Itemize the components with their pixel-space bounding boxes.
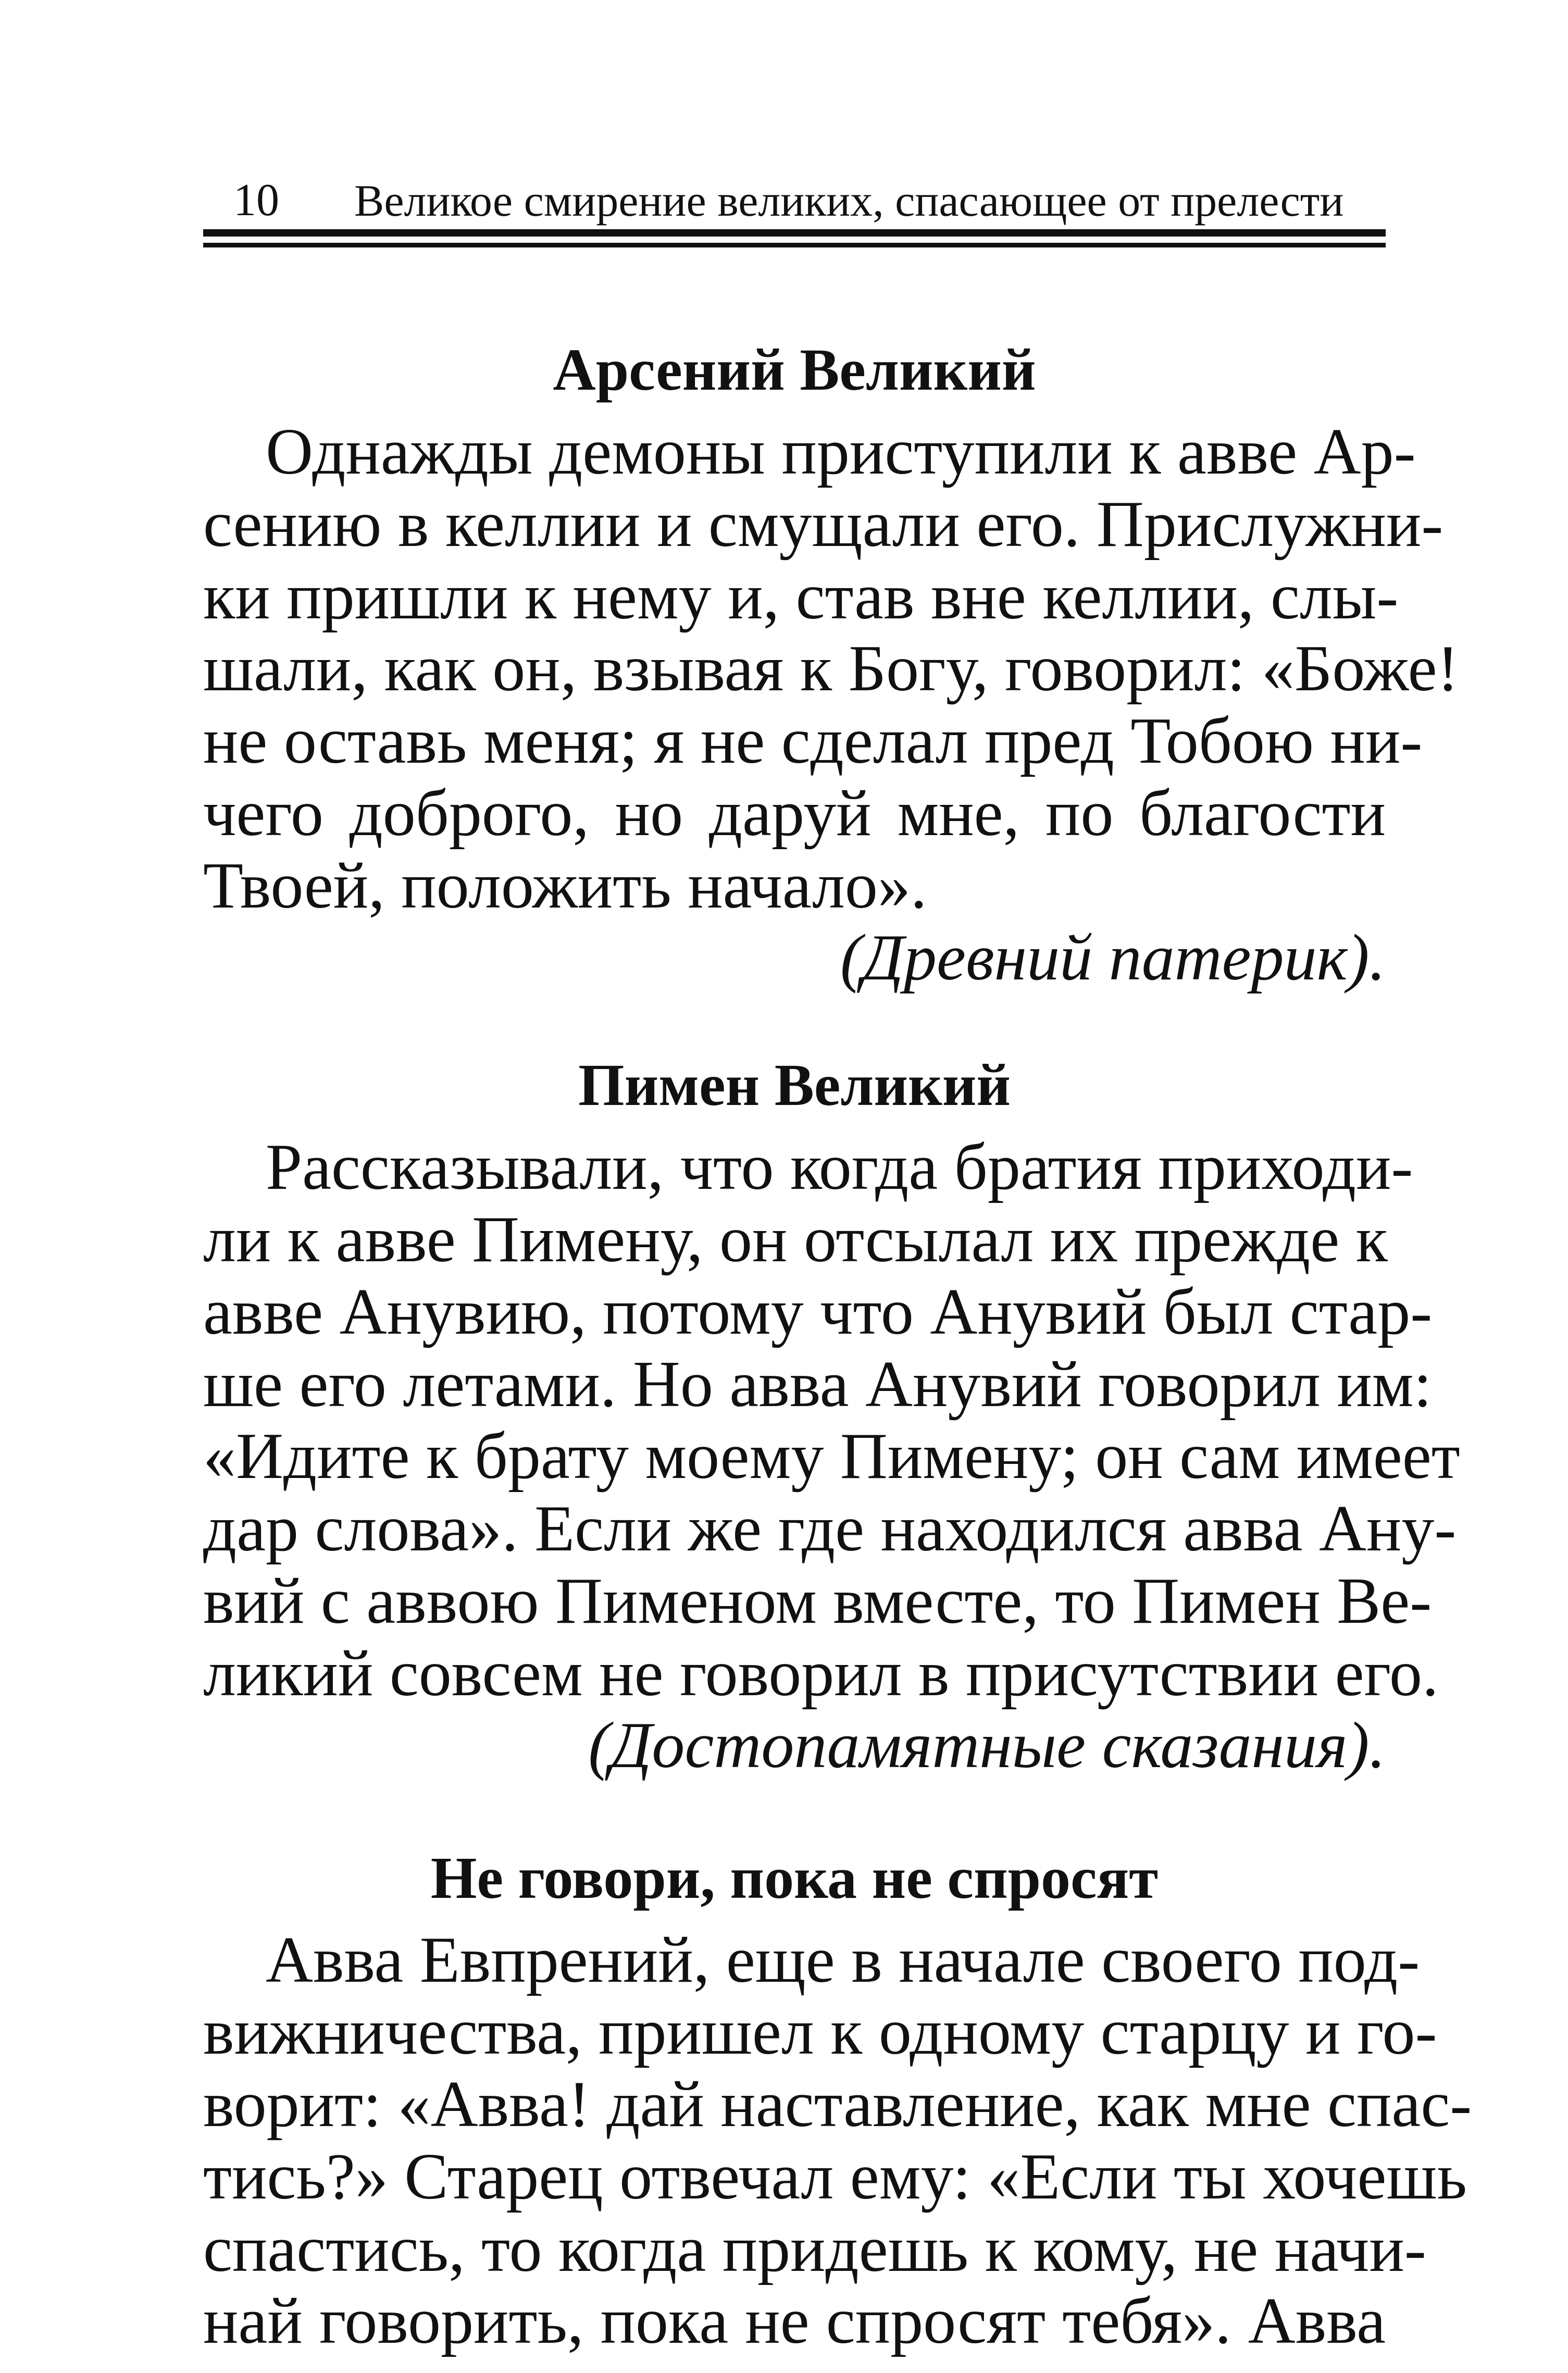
paragraph-line: спастись, то когда придешь к кому, не начи- xyxy=(203,2213,1426,2285)
paragraph-line: Рассказывали, что когда братия приходи- xyxy=(266,1131,1413,1204)
paragraph-line: ки пришли к нему и, став вне келлии, слы- xyxy=(203,560,1399,633)
source-citation: (Древний патерик). xyxy=(840,922,1386,995)
paragraph-line: ше его летами. Но авва Анувий говорил им: xyxy=(203,1348,1432,1421)
paragraph-line: Однажды демоны приступили к авве Ар- xyxy=(266,416,1416,489)
paragraph-line: дар слова». Если же где находился авва Ану- xyxy=(203,1493,1457,1565)
paragraph-line: чего доброго, но даруй мне, по благости xyxy=(203,777,1386,850)
page-number: 10 xyxy=(233,175,279,226)
paragraph-line: тись?» Старец отвечал ему: «Если ты хочешь xyxy=(203,2140,1467,2213)
header-rule-thin xyxy=(203,243,1386,247)
paragraph-line: вий с аввою Пименом вместе, то Пимен Ве- xyxy=(203,1564,1432,1637)
paragraph-line: ли к авве Пимену, он отсылал их прежде к xyxy=(203,1203,1388,1276)
paragraph-line: ликий совсем не говорил в присутствии его. xyxy=(203,1637,1439,1710)
paragraph-line: шали, как он, взывая к Богу, говорил: «Боже! xyxy=(203,632,1459,705)
section-title-arsenius: Арсений Великий xyxy=(553,337,1036,403)
running-head xyxy=(203,172,1386,229)
paragraph-line: «Идите к брату моему Пимену; он сам имеет xyxy=(203,1420,1460,1493)
paragraph-line: вижничества, пришел к одному старцу и го- xyxy=(203,1996,1437,2069)
paragraph-line: ворит: «Авва! дай наставление, как мне спас- xyxy=(203,2068,1472,2141)
paragraph-line: Авва Евпрений, еще в начале своего под- xyxy=(266,1923,1420,1996)
paragraph-line: най говорить, пока не спросят тебя». Авва xyxy=(203,2285,1386,2358)
section-title-pimen: Пимен Великий xyxy=(578,1052,1011,1119)
running-title: Великое смирение великих, спасающее от прелести xyxy=(354,176,1344,226)
paragraph-line: авве Анувию, потому что Анувий был стар- xyxy=(203,1275,1433,1348)
source-citation: (Достопамятные сказания). xyxy=(588,1709,1386,1782)
paragraph-line: не оставь меня; я не сделал пред Тобою ни- xyxy=(203,705,1423,778)
section-title-do-not-speak: Не говори, пока не спросят xyxy=(430,1844,1159,1911)
paragraph-line: Твоей, положить начало». xyxy=(203,849,927,922)
header-rule-thick xyxy=(203,229,1386,237)
paragraph-line: сению в келлии и смущали его. Прислужни- xyxy=(203,488,1443,561)
